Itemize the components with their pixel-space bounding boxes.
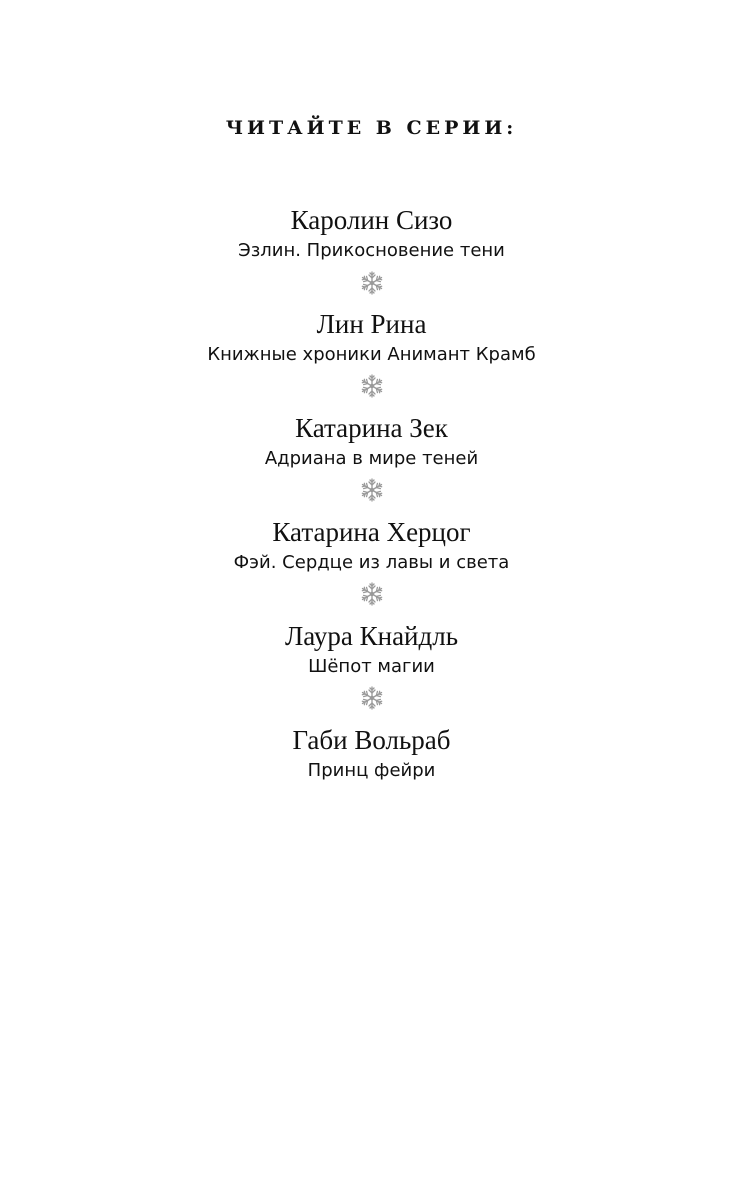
series-entry-6 — [0, 723, 743, 785]
author-name: Катарина Зек — [295, 413, 448, 443]
divider-3 — [0, 477, 743, 507]
divider-2 — [0, 373, 743, 403]
author-name: Габи Вольраб — [292, 725, 451, 755]
snowflake-icon — [359, 477, 385, 503]
snowflake-icon — [359, 270, 385, 296]
divider-1 — [0, 270, 743, 300]
page-heading: ЧИТАЙТЕ В СЕРИИ: — [225, 117, 518, 139]
divider-4 — [0, 581, 743, 611]
author-name: Каролин Сизо — [290, 205, 453, 235]
author-name: Катарина Херцог — [272, 517, 471, 547]
author-name: Лаура Кнайдль — [284, 621, 459, 651]
book-title: Шёпот магии — [308, 656, 435, 677]
snowflake-icon — [359, 685, 385, 711]
book-title: Фэй. Сердце из лавы и света — [233, 552, 510, 573]
series-entry-4 — [0, 515, 743, 577]
author-name: Лин Рина — [316, 309, 427, 339]
series-entry-2 — [0, 307, 743, 369]
book-title: Эзлин. Прикосновение тени — [238, 240, 505, 261]
book-title: Книжные хроники Анимант Крамб — [207, 344, 536, 365]
book-title: Принц фейри — [307, 760, 436, 781]
series-entry-1 — [0, 203, 743, 265]
series-entry-5 — [0, 619, 743, 681]
divider-5 — [0, 685, 743, 715]
snowflake-icon — [359, 373, 385, 399]
snowflake-icon — [359, 581, 385, 607]
series-entry-3 — [0, 411, 743, 473]
book-title: Адриана в мире теней — [264, 448, 479, 469]
